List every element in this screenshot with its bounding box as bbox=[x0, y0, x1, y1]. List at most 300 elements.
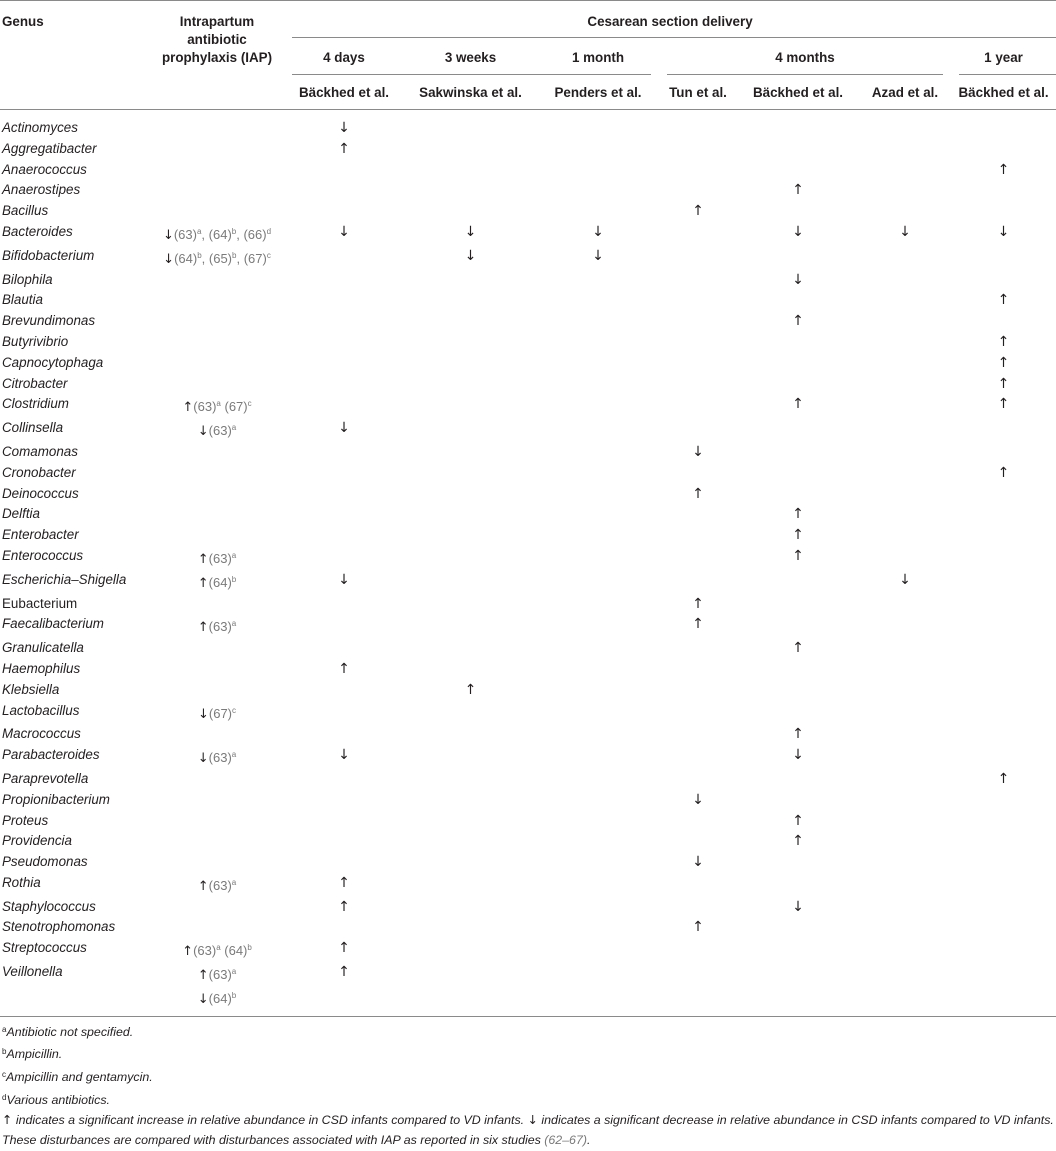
down-arrow-icon: ↓ bbox=[163, 251, 175, 267]
down-arrow-icon: ↓ bbox=[197, 751, 209, 767]
table-row bbox=[0, 160, 1056, 181]
iap-cell bbox=[150, 701, 284, 725]
value-cell-sakwinska bbox=[404, 938, 537, 962]
value-cell-azad bbox=[859, 180, 951, 201]
value-cell-backhed-1y bbox=[951, 110, 1056, 139]
value-cell-backhed-4d bbox=[284, 394, 404, 418]
iap-reference: (63) bbox=[193, 399, 217, 415]
iap-reference: (67) bbox=[243, 250, 267, 266]
up-arrow-icon: ↑ bbox=[792, 640, 804, 657]
up-arrow-icon: ↑ bbox=[197, 968, 209, 984]
value-cell-penders bbox=[537, 222, 659, 246]
up-arrow-icon: ↑ bbox=[792, 547, 804, 564]
value-cell-backhed-4d bbox=[284, 831, 404, 852]
iap-cell bbox=[150, 139, 284, 160]
iap-cell bbox=[150, 110, 284, 139]
value-cell-backhed-4d bbox=[284, 504, 404, 525]
iap-entry bbox=[150, 394, 284, 418]
value-cell-backhed-1y bbox=[951, 374, 1056, 395]
value-cell-sakwinska bbox=[404, 180, 537, 201]
table-row bbox=[0, 139, 1056, 160]
period-header-1-year: 1 year bbox=[951, 38, 1056, 75]
up-arrow-icon: ↑ bbox=[692, 485, 704, 502]
value-cell-backhed-1y bbox=[951, 570, 1056, 594]
value-cell-penders bbox=[537, 962, 659, 1016]
up-arrow-icon: ↑ bbox=[338, 140, 350, 157]
value-cell-azad bbox=[859, 852, 951, 873]
value-cell-penders bbox=[537, 484, 659, 505]
down-arrow-icon: ↓ bbox=[338, 420, 350, 437]
iap-reference: (64) bbox=[208, 226, 232, 242]
iap-cell bbox=[150, 332, 284, 353]
iap-reference-mark: a bbox=[196, 226, 202, 236]
down-arrow-icon: ↓ bbox=[899, 571, 911, 588]
value-cell-backhed-1y bbox=[951, 938, 1056, 962]
value-cell-tun bbox=[659, 139, 737, 160]
iap-header-line1: Intrapartum bbox=[179, 14, 255, 29]
value-cell-backhed-4m bbox=[737, 745, 859, 769]
iap-column-header bbox=[150, 1, 284, 110]
iap-cell bbox=[150, 873, 284, 897]
iap-cell bbox=[150, 769, 284, 790]
genus-name-cell: Bifidobacterium bbox=[2, 247, 95, 263]
value-cell-backhed-4d bbox=[284, 311, 404, 332]
up-arrow-icon: ↑ bbox=[792, 812, 804, 829]
value-cell-sakwinska bbox=[404, 394, 537, 418]
up-arrow-icon: ↑ bbox=[338, 660, 350, 677]
up-arrow-icon: ↑ bbox=[997, 292, 1010, 309]
value-cell-backhed-4m bbox=[737, 525, 859, 546]
genus-name-cell: Veillonella bbox=[2, 964, 63, 980]
value-cell-penders bbox=[537, 897, 659, 918]
value-cell-backhed-1y bbox=[951, 160, 1056, 181]
genus-name-cell: Comamonas bbox=[2, 443, 78, 459]
genus-name-cell: Citrobacter bbox=[2, 375, 68, 391]
table-row bbox=[0, 938, 1056, 962]
value-cell-backhed-4m bbox=[737, 504, 859, 525]
value-cell-backhed-4d bbox=[284, 917, 404, 938]
footnote bbox=[2, 1065, 1056, 1088]
footnote-mark: b bbox=[2, 1047, 7, 1057]
value-cell-azad bbox=[859, 270, 951, 291]
value-cell-penders bbox=[537, 160, 659, 181]
value-cell-backhed-1y bbox=[951, 463, 1056, 484]
value-cell-sakwinska bbox=[404, 811, 537, 832]
value-cell-sakwinska bbox=[404, 701, 537, 725]
table-row bbox=[0, 873, 1056, 897]
down-arrow-icon: ↓ bbox=[692, 791, 704, 808]
value-cell-backhed-1y bbox=[951, 290, 1056, 311]
iap-cell bbox=[150, 270, 284, 291]
table-row bbox=[0, 290, 1056, 311]
value-cell-backhed-4m bbox=[737, 769, 859, 790]
table-row bbox=[0, 110, 1056, 139]
iap-reference: (63) bbox=[208, 967, 232, 983]
down-arrow-icon: ↓ bbox=[792, 747, 804, 764]
value-cell-sakwinska bbox=[404, 525, 537, 546]
value-cell-backhed-4m bbox=[737, 160, 859, 181]
value-cell-backhed-4m bbox=[737, 290, 859, 311]
iap-entry bbox=[150, 701, 284, 725]
iap-cell bbox=[150, 614, 284, 638]
iap-reference-mark: c bbox=[247, 399, 252, 409]
value-cell-azad bbox=[859, 394, 951, 418]
value-cell-tun bbox=[659, 614, 737, 638]
iap-cell bbox=[150, 246, 284, 270]
up-arrow-icon: ↑ bbox=[197, 878, 209, 894]
genus-name-cell: Enterobacter bbox=[2, 527, 79, 543]
value-cell-sakwinska bbox=[404, 270, 537, 291]
up-arrow-icon: ↑ bbox=[338, 940, 350, 957]
value-cell-sakwinska bbox=[404, 463, 537, 484]
down-arrow-icon: ↓ bbox=[899, 223, 911, 240]
value-cell-backhed-1y bbox=[951, 180, 1056, 201]
value-cell-penders bbox=[537, 290, 659, 311]
value-cell-azad bbox=[859, 332, 951, 353]
value-cell-azad bbox=[859, 374, 951, 395]
down-arrow-icon: ↓ bbox=[792, 898, 804, 915]
value-cell-penders bbox=[537, 504, 659, 525]
value-cell-azad bbox=[859, 811, 951, 832]
down-arrow-icon: ↓ bbox=[692, 443, 704, 460]
value-cell-backhed-4d bbox=[284, 270, 404, 291]
value-cell-backhed-4m bbox=[737, 311, 859, 332]
down-arrow-icon: ↓ bbox=[692, 854, 704, 871]
value-cell-tun bbox=[659, 201, 737, 222]
value-cell-backhed-4d bbox=[284, 525, 404, 546]
value-cell-backhed-4m bbox=[737, 110, 859, 139]
value-cell-tun bbox=[659, 745, 737, 769]
iap-cell bbox=[150, 570, 284, 594]
iap-reference-mark: c bbox=[232, 705, 237, 715]
value-cell-penders bbox=[537, 594, 659, 615]
iap-cell bbox=[150, 546, 284, 570]
value-cell-tun bbox=[659, 160, 737, 181]
value-cell-backhed-4d bbox=[284, 353, 404, 374]
table-row bbox=[0, 724, 1056, 745]
value-cell-backhed-1y bbox=[951, 201, 1056, 222]
value-cell-backhed-4d bbox=[284, 701, 404, 725]
genus-name-cell: Parabacteroides bbox=[2, 747, 100, 763]
iap-reference-mark: b bbox=[247, 943, 252, 953]
value-cell-backhed-1y bbox=[951, 852, 1056, 873]
value-cell-backhed-4d bbox=[284, 110, 404, 139]
value-cell-backhed-4d bbox=[284, 290, 404, 311]
value-cell-tun bbox=[659, 724, 737, 745]
genus-name-cell: Propionibacterium bbox=[2, 791, 110, 807]
value-cell-backhed-1y bbox=[951, 394, 1056, 418]
table-row bbox=[0, 246, 1056, 270]
value-cell-backhed-4m bbox=[737, 852, 859, 873]
iap-reference-mark: b bbox=[232, 250, 237, 260]
iap-cell bbox=[150, 180, 284, 201]
value-cell-backhed-4d bbox=[284, 873, 404, 897]
iap-reference: (63) bbox=[208, 423, 232, 439]
value-cell-backhed-4m bbox=[737, 353, 859, 374]
value-cell-tun bbox=[659, 311, 737, 332]
value-cell-backhed-4d bbox=[284, 811, 404, 832]
value-cell-backhed-4d bbox=[284, 897, 404, 918]
value-cell-sakwinska bbox=[404, 311, 537, 332]
up-arrow-icon: ↑ bbox=[692, 919, 704, 936]
value-cell-sakwinska bbox=[404, 659, 537, 680]
value-cell-backhed-1y bbox=[951, 831, 1056, 852]
value-cell-penders bbox=[537, 852, 659, 873]
iap-entry: $↓(63)^a$, $(64)^b$, $(66)^d$ bbox=[162, 226, 272, 243]
iap-cell bbox=[150, 353, 284, 374]
down-arrow-icon: ↓ bbox=[464, 247, 477, 264]
genus-name-cell: Bacillus bbox=[2, 203, 49, 219]
value-cell-backhed-1y bbox=[951, 139, 1056, 160]
down-arrow-icon: ↓ bbox=[592, 223, 604, 240]
value-cell-tun bbox=[659, 442, 737, 463]
value-cell-backhed-4m bbox=[737, 270, 859, 291]
iap-header-line2: antibiotic bbox=[187, 32, 247, 47]
value-cell-sakwinska bbox=[404, 962, 537, 1016]
value-cell-backhed-4d bbox=[284, 374, 404, 395]
value-cell-sakwinska bbox=[404, 504, 537, 525]
value-cell-penders bbox=[537, 418, 659, 442]
value-cell-tun bbox=[659, 222, 737, 246]
genus-name-cell: Actinomyces bbox=[2, 120, 78, 135]
genus-name-cell: Paraprevotella bbox=[2, 770, 89, 786]
genus-name-cell: Staphylococcus bbox=[2, 898, 96, 914]
value-cell-tun bbox=[659, 962, 737, 1016]
value-cell-penders bbox=[537, 110, 659, 139]
value-cell-backhed-4m bbox=[737, 680, 859, 701]
iap-reference-mark: b bbox=[197, 250, 202, 260]
value-cell-penders bbox=[537, 374, 659, 395]
value-cell-backhed-4d bbox=[284, 418, 404, 442]
value-cell-backhed-4m bbox=[737, 917, 859, 938]
value-cell-backhed-4m bbox=[737, 897, 859, 918]
author-header-backhed-1y: Bäckhed et al. bbox=[958, 84, 1049, 100]
value-cell-azad bbox=[859, 938, 951, 962]
value-cell-backhed-4m bbox=[737, 638, 859, 659]
value-cell-azad bbox=[859, 724, 951, 745]
table-row bbox=[0, 769, 1056, 790]
iap-reference-mark: a bbox=[231, 877, 237, 887]
value-cell-azad bbox=[859, 917, 951, 938]
iap-cell bbox=[150, 290, 284, 311]
down-arrow-icon: ↓ bbox=[527, 1112, 538, 1128]
up-arrow-icon: ↑ bbox=[692, 595, 704, 612]
value-cell-backhed-4d bbox=[284, 638, 404, 659]
value-cell-tun bbox=[659, 917, 737, 938]
value-cell-backhed-1y bbox=[951, 724, 1056, 745]
value-cell-backhed-4d bbox=[284, 852, 404, 873]
value-cell-azad bbox=[859, 790, 951, 811]
value-cell-penders bbox=[537, 614, 659, 638]
value-cell-backhed-4m bbox=[737, 139, 859, 160]
up-arrow-icon: ↑ bbox=[997, 396, 1010, 413]
value-cell-tun bbox=[659, 110, 737, 139]
period-header-3-weeks: 3 weeks bbox=[404, 38, 537, 75]
value-cell-tun bbox=[659, 769, 737, 790]
up-arrow-icon: ↑ bbox=[792, 313, 804, 330]
up-arrow-icon: ↑ bbox=[997, 464, 1010, 481]
value-cell-backhed-1y bbox=[951, 332, 1056, 353]
value-cell-sakwinska bbox=[404, 442, 537, 463]
legend-down-text: indicates a significant decrease in relative abundance in CSD infants compared to VD infants. These disturbances are compared with disturbances associated with IAP as reported in six studies bbox=[2, 1113, 1054, 1148]
up-arrow-icon: ↑ bbox=[792, 396, 804, 413]
table-row bbox=[0, 701, 1056, 725]
value-cell-sakwinska bbox=[404, 222, 537, 246]
genus-name-cell: Clostridium bbox=[2, 396, 69, 412]
footnote bbox=[2, 1088, 1056, 1111]
value-cell-penders bbox=[537, 270, 659, 291]
legend-up-text: indicates a significant increase in relative abundance in CSD infants compared to VD infants. bbox=[12, 1113, 528, 1128]
author-header-tun: Tun et al. bbox=[669, 84, 727, 100]
value-cell-sakwinska bbox=[404, 745, 537, 769]
iap-reference-mark: c bbox=[266, 250, 271, 260]
value-cell-backhed-4d bbox=[284, 160, 404, 181]
value-cell-backhed-4m bbox=[737, 790, 859, 811]
genus-name-cell: Bilophila bbox=[2, 271, 53, 287]
iap-reference: (64) bbox=[174, 250, 198, 266]
value-cell-backhed-4m bbox=[737, 701, 859, 725]
table-row bbox=[0, 917, 1056, 938]
table-footnotes bbox=[0, 1017, 1056, 1151]
value-cell-tun bbox=[659, 570, 737, 594]
table-row bbox=[0, 680, 1056, 701]
value-cell-backhed-4m bbox=[737, 394, 859, 418]
iap-reference: (63) bbox=[208, 750, 232, 766]
value-cell-tun bbox=[659, 873, 737, 897]
iap-entry bbox=[150, 546, 284, 570]
iap-entry bbox=[150, 745, 284, 769]
value-cell-penders bbox=[537, 570, 659, 594]
value-cell-tun bbox=[659, 811, 737, 832]
value-cell-sakwinska bbox=[404, 769, 537, 790]
value-cell-penders bbox=[537, 659, 659, 680]
iap-reference-mark: a bbox=[231, 967, 237, 977]
value-cell-backhed-1y bbox=[951, 769, 1056, 790]
iap-reference: (63) bbox=[173, 226, 197, 242]
value-cell-backhed-1y bbox=[951, 246, 1056, 270]
table-header bbox=[0, 1, 1056, 110]
iap-reference: (65) bbox=[208, 250, 233, 266]
value-cell-tun bbox=[659, 418, 737, 442]
value-cell-azad bbox=[859, 638, 951, 659]
iap-reference: (64) bbox=[208, 574, 232, 590]
value-cell-sakwinska bbox=[404, 594, 537, 615]
author-header-backhed-4d: Bäckhed et al. bbox=[298, 84, 390, 100]
value-cell-backhed-4m bbox=[737, 332, 859, 353]
iap-reference-mark: b bbox=[231, 226, 237, 236]
value-cell-backhed-4m bbox=[737, 180, 859, 201]
genus-name-cell: Collinsella bbox=[2, 420, 64, 436]
value-cell-tun bbox=[659, 270, 737, 291]
table-row bbox=[0, 525, 1056, 546]
table-row bbox=[0, 638, 1056, 659]
iap-cell bbox=[150, 724, 284, 745]
iap-cell bbox=[150, 504, 284, 525]
value-cell-backhed-4m bbox=[737, 222, 859, 246]
value-cell-tun bbox=[659, 374, 737, 395]
footnote-text: Antibiotic not specified. bbox=[6, 1024, 134, 1039]
iap-reference-mark: b bbox=[231, 574, 237, 584]
value-cell-azad bbox=[859, 246, 951, 270]
value-cell-sakwinska bbox=[404, 374, 537, 395]
table-row bbox=[0, 897, 1056, 918]
value-cell-azad bbox=[859, 484, 951, 505]
up-arrow-icon: ↑ bbox=[792, 833, 804, 850]
value-cell-backhed-4d bbox=[284, 659, 404, 680]
iap-cell bbox=[150, 938, 284, 962]
value-cell-backhed-1y bbox=[951, 638, 1056, 659]
down-arrow-icon: ↓ bbox=[162, 227, 174, 243]
value-cell-backhed-4d bbox=[284, 201, 404, 222]
up-arrow-icon: ↑ bbox=[338, 964, 350, 981]
table-row bbox=[0, 745, 1056, 769]
genus-name-cell: Deinococcus bbox=[2, 485, 79, 501]
value-cell-backhed-4d bbox=[284, 332, 404, 353]
legend-reference: (62–67) bbox=[544, 1133, 587, 1148]
footnote-text: Ampicillin and gentamycin. bbox=[6, 1070, 153, 1085]
period-header-4-months: 4 months bbox=[659, 38, 951, 75]
table-row bbox=[0, 270, 1056, 291]
iap-entry bbox=[150, 938, 284, 962]
arrow-legend bbox=[2, 1110, 1056, 1150]
value-cell-penders bbox=[537, 394, 659, 418]
down-arrow-icon: ↓ bbox=[197, 991, 209, 1007]
value-cell-tun bbox=[659, 790, 737, 811]
up-arrow-icon: ↑ bbox=[792, 726, 804, 743]
value-cell-tun bbox=[659, 701, 737, 725]
value-cell-sakwinska bbox=[404, 418, 537, 442]
iap-entry bbox=[150, 418, 284, 442]
genus-name-cell: Streptococcus bbox=[2, 940, 87, 956]
iap-header-line3: prophylaxis (IAP) bbox=[161, 50, 273, 65]
value-cell-penders bbox=[537, 353, 659, 374]
value-cell-backhed-1y bbox=[951, 504, 1056, 525]
value-cell-penders bbox=[537, 769, 659, 790]
genus-name-cell: Capnocytophaga bbox=[2, 354, 104, 370]
iap-cell bbox=[150, 418, 284, 442]
table-row bbox=[0, 811, 1056, 832]
header-row-top bbox=[0, 1, 1056, 39]
value-cell-azad bbox=[859, 201, 951, 222]
iap-reference: (66) bbox=[243, 226, 267, 242]
down-arrow-icon: ↓ bbox=[792, 223, 804, 240]
table-row bbox=[0, 614, 1056, 638]
up-arrow-icon: ↑ bbox=[182, 944, 194, 960]
value-cell-azad bbox=[859, 442, 951, 463]
table-row bbox=[0, 570, 1056, 594]
value-cell-penders bbox=[537, 180, 659, 201]
value-cell-penders bbox=[537, 790, 659, 811]
value-cell-azad bbox=[859, 160, 951, 181]
value-cell-sakwinska bbox=[404, 831, 537, 852]
value-cell-backhed-4d bbox=[284, 463, 404, 484]
value-cell-sakwinska bbox=[404, 873, 537, 897]
iap-reference: (67) bbox=[224, 399, 248, 415]
value-cell-backhed-4m bbox=[737, 546, 859, 570]
iap-cell bbox=[150, 659, 284, 680]
value-cell-penders bbox=[537, 442, 659, 463]
iap-entry bbox=[150, 986, 284, 1010]
down-arrow-icon: ↓ bbox=[997, 223, 1010, 240]
table-row bbox=[0, 394, 1056, 418]
value-cell-backhed-4d bbox=[284, 724, 404, 745]
value-cell-backhed-4d bbox=[284, 594, 404, 615]
value-cell-azad bbox=[859, 546, 951, 570]
genus-name-cell: Cronobacter bbox=[2, 464, 76, 480]
value-cell-azad bbox=[859, 962, 951, 1016]
value-cell-penders bbox=[537, 246, 659, 270]
iap-cell bbox=[150, 222, 284, 246]
